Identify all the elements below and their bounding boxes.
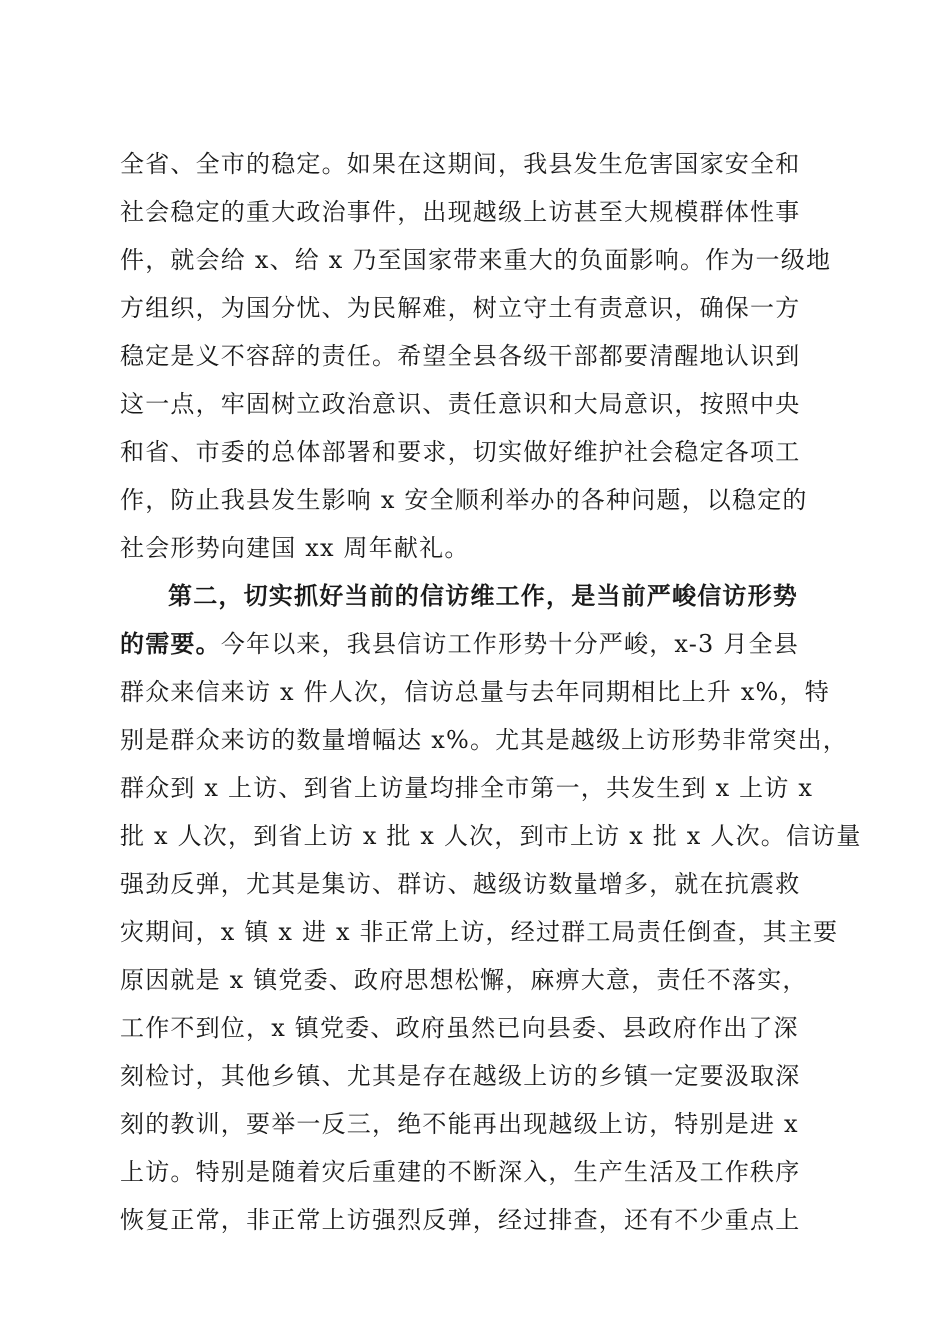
text-line bbox=[120, 620, 840, 668]
text-line: 方组织，为国分忧、为民解难，树立守土有责意识，确保一方 bbox=[120, 294, 801, 322]
text-line: 社会形势向建国 xx 周年献礼。 bbox=[120, 534, 470, 562]
text-line: 这一点，牢固树立政治意识、责任意识和大局意识，按照中央 bbox=[120, 390, 801, 418]
text-line: 社会稳定的重大政治事件，出现越级上访甚至大规模群体性事 bbox=[120, 198, 801, 226]
text-line: 全省、全市的稳定。如果在这期间，我县发生危害国家安全和 bbox=[120, 150, 801, 178]
text-line: 别是群众来访的数量增幅达 x%。尤其是越级上访形势非常突出， bbox=[120, 726, 848, 754]
text-line: 群众到 x 上访、到省上访量均排全市第一，共发生到 x 上访 x bbox=[120, 774, 814, 802]
text-line: 原因就是 x 镇党委、政府思想松懈，麻痹大意，责任不落实， bbox=[120, 966, 808, 994]
text-line: 刻检讨，其他乡镇、尤其是存在越级上访的乡镇一定要汲取深 bbox=[120, 1062, 801, 1090]
text-line: 刻的教训，要举一反三，绝不能再出现越级上访，特别是进 x bbox=[120, 1110, 799, 1138]
body-text bbox=[120, 140, 862, 1244]
text-line: 强劲反弹，尤其是集访、群访、越级访数量增多，就在抗震救 bbox=[120, 870, 801, 898]
text-line: 作，防止我县发生影响 x 安全顺利举办的各种问题，以稳定的 bbox=[120, 486, 808, 514]
section-heading-line: 第二，切实抓好当前的信访维工作，是当前严峻信访形势 bbox=[168, 581, 798, 610]
text-line: 批 x 人次，到省上访 x 批 x 人次，到市上访 x 批 x 人次。信访量 bbox=[120, 822, 862, 850]
text-line: 恢复正常，非正常上访强烈反弹，经过排查，还有不少重点上 bbox=[120, 1206, 801, 1234]
paragraph-2 bbox=[120, 572, 862, 1244]
text-line: 上访。特别是随着灾后重建的不断深入，生产生活及工作秩序 bbox=[120, 1158, 801, 1186]
text-line: 工作不到位，x 镇党委、政府虽然已向县委、县政府作出了深 bbox=[120, 1014, 799, 1042]
text-line-rest: 今年以来，我县信访工作形势十分严峻，x-3 月全县 bbox=[220, 630, 799, 658]
section-heading-end: 的需要。 bbox=[120, 629, 221, 658]
paragraph-1 bbox=[120, 140, 840, 572]
text-line: 群众来信来访 x 件人次，信访总量与去年同期相比上升 x%，特 bbox=[120, 678, 830, 706]
text-line: 和省、市委的总体部署和要求，切实做好维护社会稳定各项工 bbox=[120, 438, 801, 466]
text-line: 稳定是义不容辞的责任。希望全县各级干部都要清醒地认识到 bbox=[120, 342, 801, 370]
text-line: 件，就会给 x、给 x 乃至国家带来重大的负面影响。作为一级地 bbox=[120, 246, 832, 274]
text-line: 灾期间，x 镇 x 进 x 非正常上访，经过群工局责任倒查，其主要 bbox=[120, 918, 839, 946]
